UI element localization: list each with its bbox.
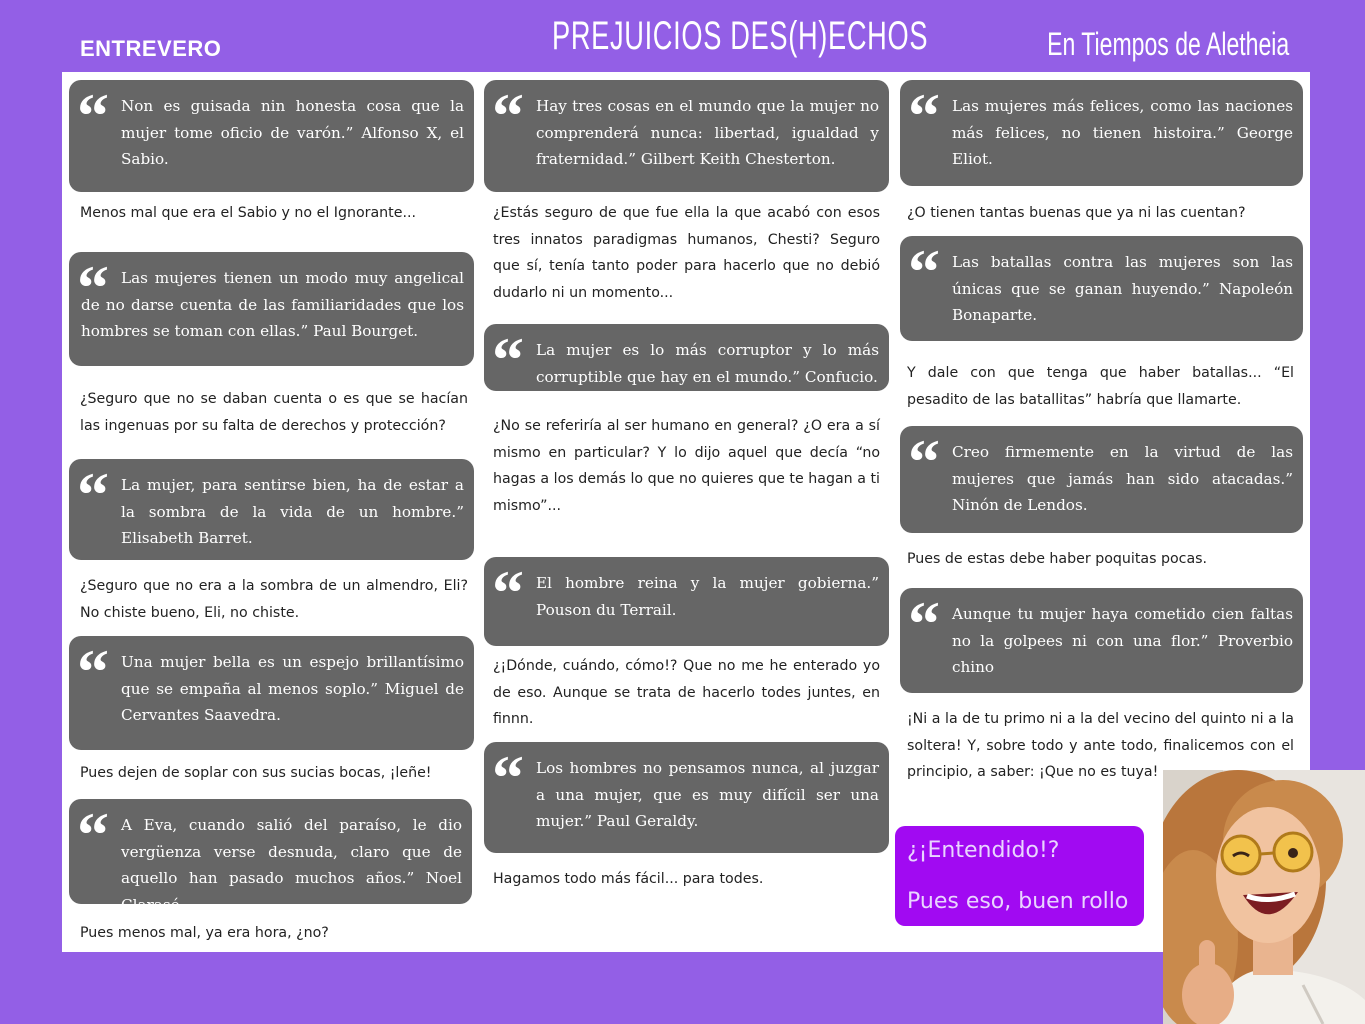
section-label: ENTREVERO bbox=[80, 36, 222, 61]
quote-bubble bbox=[900, 426, 1303, 533]
quote-mark-icon: “ bbox=[77, 459, 109, 530]
quote-bubble bbox=[69, 252, 474, 366]
quote-mark-icon: “ bbox=[492, 557, 524, 628]
quote-text: Creo firmemente en la virtud de las mujeres que jamás han sido atacadas.” Ninón de Lendos. bbox=[952, 443, 1293, 514]
quote-text: Los hombres no pensamos nunca, al juzgar a una mujer, que es muy difícil ser una mujer.” Paul Geraldy. bbox=[536, 759, 879, 830]
comment-text: Pues dejen de soplar con sus sucias bocas, ¡leñe! bbox=[80, 765, 432, 781]
comment-text: Menos mal que era el Sabio y no el Ignorante... bbox=[80, 205, 416, 221]
comment-text: ¿O tienen tantas buenas que ya ni las cuentan? bbox=[907, 205, 1246, 221]
quote-bubble bbox=[484, 324, 889, 395]
quote-mark-icon: “ bbox=[908, 80, 940, 151]
page-title: PREJUICIOS DES(H)ECHOS bbox=[552, 14, 929, 58]
quote-mark-icon: “ bbox=[77, 636, 109, 707]
quote-bubble bbox=[69, 459, 474, 560]
comment-text: ¿¡Dónde, cuándo, cómo!? Que no me he enterado yo de eso. Aunque se trata de hacerlo todes juntes, en finnn. bbox=[493, 658, 880, 728]
comment-text: Pues menos mal, ya era hora, ¿no? bbox=[80, 925, 329, 941]
quote-text: Non es guisada nin honesta cosa que la mujer tome oficio de varón.” Alfonso X, el Sabio. bbox=[121, 97, 464, 168]
quote-text: Las mujeres tienen un modo muy angelical de no darse cuenta de las familiaridades que los hombres se toman con ellas.” Paul Bourget. bbox=[81, 269, 464, 340]
quote-text: Las mujeres más felices, como las naciones más felices, no tienen histoira.” George Eliot. bbox=[952, 97, 1293, 168]
quote-text: La mujer, para sentirse bien, ha de estar a la sombra de la vida de un hombre.” Elisabeth Barret. bbox=[121, 476, 464, 547]
quote-mark-icon: “ bbox=[492, 742, 524, 813]
quote-mark-icon: “ bbox=[908, 236, 940, 307]
quote-bubble bbox=[69, 799, 472, 914]
quote-mark-icon: “ bbox=[492, 324, 524, 395]
quote-bubble bbox=[69, 80, 474, 192]
quote-mark-icon: “ bbox=[77, 799, 109, 870]
quote-bubble bbox=[900, 588, 1303, 693]
quote-bubble bbox=[484, 557, 889, 646]
quote-text: El hombre reina y la mujer gobierna.” Pouson du Terrail. bbox=[536, 574, 879, 619]
quote-text: Hay tres cosas en el mundo que la mujer no comprenderá nunca: libertad, igualdad y fraternidad.” Gilbert Keith Chesterton. bbox=[536, 97, 879, 168]
callout-badge bbox=[895, 826, 1144, 926]
callout-line-2: Pues eso, buen rollo bbox=[907, 889, 1129, 914]
comment-text: Pues de estas debe haber poquitas pocas. bbox=[907, 551, 1208, 567]
woman-photo bbox=[1163, 770, 1365, 1024]
comment-text: ¡Ni a la de tu primo ni a la del vecino del quinto ni a la soltera! Y, sobre todo y ante todo, finalicemos con el principio, a saber: ¡Que no es tuya! bbox=[907, 711, 1294, 781]
quote-text: Aunque tu mujer haya cometido cien faltas no la golpees ni con una flor.” Proverbio chino bbox=[952, 605, 1293, 676]
quote-text: A Eva, cuando salió del paraíso, le dio vergüenza verse desnuda, claro que de aquello han pasado muchos años.” Noel Clarasó. bbox=[121, 816, 462, 914]
comment-text: Hagamos todo más fácil... para todes. bbox=[493, 871, 764, 887]
woman-illustration-icon bbox=[1163, 770, 1365, 1024]
quote-text: Las batallas contra las mujeres son las únicas que se ganan huyendo.” Napoleón Bonaparte. bbox=[952, 253, 1293, 324]
quote-bubble bbox=[484, 80, 889, 192]
quote-bubble bbox=[484, 742, 889, 853]
comment-text: ¿No se referiría al ser humano en general? ¿O era a sí mismo en particular? Y lo dijo aquel que decía “no hagas a los demás lo que no quieres que te hagan a ti mismo”... bbox=[493, 418, 880, 515]
callout-line-1: ¿¡Entendido!? bbox=[907, 838, 1060, 863]
quote-bubble bbox=[900, 236, 1303, 341]
quote-mark-icon: “ bbox=[908, 588, 940, 659]
quote-bubble bbox=[69, 636, 474, 750]
comment-text: ¿Estás seguro de que fue ella la que acabó con esos tres innatos paradigmas humanos, Chesti? Seguro que sí, tenía tanto poder para hacerlo que no debió dudarlo ni un momento... bbox=[493, 205, 880, 302]
comment-text: Y dale con que tenga que haber batallas... “El pesadito de las batallitas” habría que llamarte. bbox=[907, 365, 1294, 408]
publication-name: En Tiempos de Aletheia bbox=[1046, 26, 1289, 62]
comment-text: ¿Seguro que no era a la sombra de un almendro, Eli? No chiste bueno, Eli, no chiste. bbox=[80, 578, 468, 621]
quote-mark-icon: “ bbox=[908, 426, 940, 497]
quote-bubble bbox=[900, 80, 1303, 186]
quote-mark-icon: “ bbox=[77, 80, 109, 151]
quote-text: Una mujer bella es un espejo brillantísimo que se empaña al menos soplo.” Miguel de Cervantes Saavedra. bbox=[121, 653, 464, 724]
comment-text: ¿Seguro que no se daban cuenta o es que se hacían las ingenuas por su falta de derechos y protección? bbox=[80, 391, 468, 434]
quote-text: La mujer es lo más corruptor y lo más corruptible que hay en el mundo.” Confucio. bbox=[536, 341, 879, 386]
quote-mark-icon: “ bbox=[492, 80, 524, 151]
quote-mark-icon: “ bbox=[77, 252, 109, 323]
